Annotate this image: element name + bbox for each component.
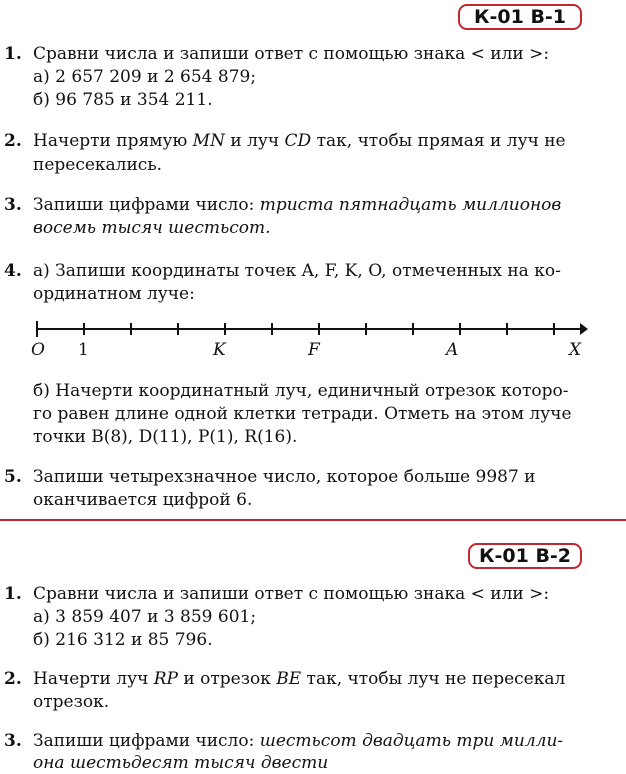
- task-number: 3.: [4, 195, 22, 215]
- segment-name: BE: [276, 669, 302, 689]
- tick: [318, 323, 320, 335]
- tick: [83, 323, 85, 335]
- arrow-icon: [580, 323, 588, 335]
- text-part: так, чтобы прямая и луч не: [311, 131, 566, 151]
- tick: [459, 323, 461, 335]
- tick: [224, 323, 226, 335]
- task-text: оканчивается цифрой 6.: [33, 490, 253, 510]
- task-text: [33, 194, 561, 216]
- text-part: и отрезок: [177, 669, 277, 689]
- tick: [553, 323, 555, 335]
- tick: [412, 323, 414, 335]
- axis-label-x: X: [569, 340, 582, 360]
- number-words: шестьсот двадцать три милли-: [259, 731, 564, 751]
- text-part: Запиши цифрами число:: [33, 195, 260, 215]
- task-text: она шестьдесят тысяч двести: [33, 753, 329, 773]
- task-number: 5.: [4, 467, 22, 487]
- task-number: 1.: [4, 44, 22, 64]
- text-part: так, чтобы луч не пересекал: [301, 669, 566, 689]
- tick: [130, 323, 132, 335]
- axis-label-one: 1: [78, 340, 89, 360]
- number-words: триста пятнадцать миллионов: [259, 195, 562, 215]
- task-text: точки B(8), D(11), P(1), R(16).: [33, 427, 298, 447]
- task-text: б) 96 785 и 354 211.: [33, 90, 213, 110]
- axis-label-k: K: [213, 340, 226, 360]
- task-number: 3.: [4, 731, 22, 751]
- axis-label-f: F: [308, 340, 320, 360]
- task-number: 1.: [4, 584, 22, 604]
- axis-label-o: O: [31, 340, 45, 360]
- task-text: б) 216 312 и 85 796.: [33, 630, 213, 650]
- variant-badge-1: К-01 В-1: [458, 4, 582, 30]
- task-text: Сравни числа и запиши ответ с помощью знака < или >:: [33, 44, 550, 64]
- task-text: отрезок.: [33, 692, 110, 712]
- text-part: Начерти луч: [33, 669, 154, 689]
- task-text: восемь тысяч шестьсот.: [33, 218, 271, 238]
- task-number: 2.: [4, 131, 22, 151]
- line-name: MN: [192, 131, 225, 151]
- tick: [177, 323, 179, 335]
- task-number: 4.: [4, 261, 22, 281]
- task-text: [33, 730, 563, 752]
- ray-line: [36, 328, 582, 330]
- ray-name: RP: [153, 669, 178, 689]
- variant-divider: [0, 519, 626, 521]
- tick: [506, 323, 508, 335]
- task-text: а) 2 657 209 и 2 654 879;: [33, 67, 257, 87]
- text-part: Начерти прямую: [33, 131, 193, 151]
- tick: [271, 323, 273, 335]
- task-text: Запиши четырехзначное число, которое больше 9987 и: [33, 467, 536, 487]
- axis-label-a: A: [446, 340, 459, 360]
- tick: [36, 321, 38, 337]
- tick: [365, 323, 367, 335]
- text-part: и луч: [224, 131, 285, 151]
- task-text: Сравни числа и запиши ответ с помощью знака < или >:: [33, 584, 550, 604]
- task-text: б) Начерти координатный луч, единичный отрезок которо-: [33, 381, 569, 401]
- ray-name: CD: [284, 131, 312, 151]
- text-part: Запиши цифрами число:: [33, 731, 260, 751]
- variant-badge-2: К-01 В-2: [468, 543, 582, 569]
- task-text: [33, 668, 565, 690]
- task-number: 2.: [4, 669, 22, 689]
- task-text: а) 3 859 407 и 3 859 601;: [33, 607, 257, 627]
- task-text: а) Запиши координаты точек A, F, K, O, отмеченных на ко-: [33, 261, 561, 281]
- task-text: ординатном луче:: [33, 284, 195, 304]
- task-text: пересекались.: [33, 155, 162, 175]
- task-text: го равен длине одной клетки тетради. Отметь на этом луче: [33, 404, 572, 424]
- task-text: [33, 130, 566, 152]
